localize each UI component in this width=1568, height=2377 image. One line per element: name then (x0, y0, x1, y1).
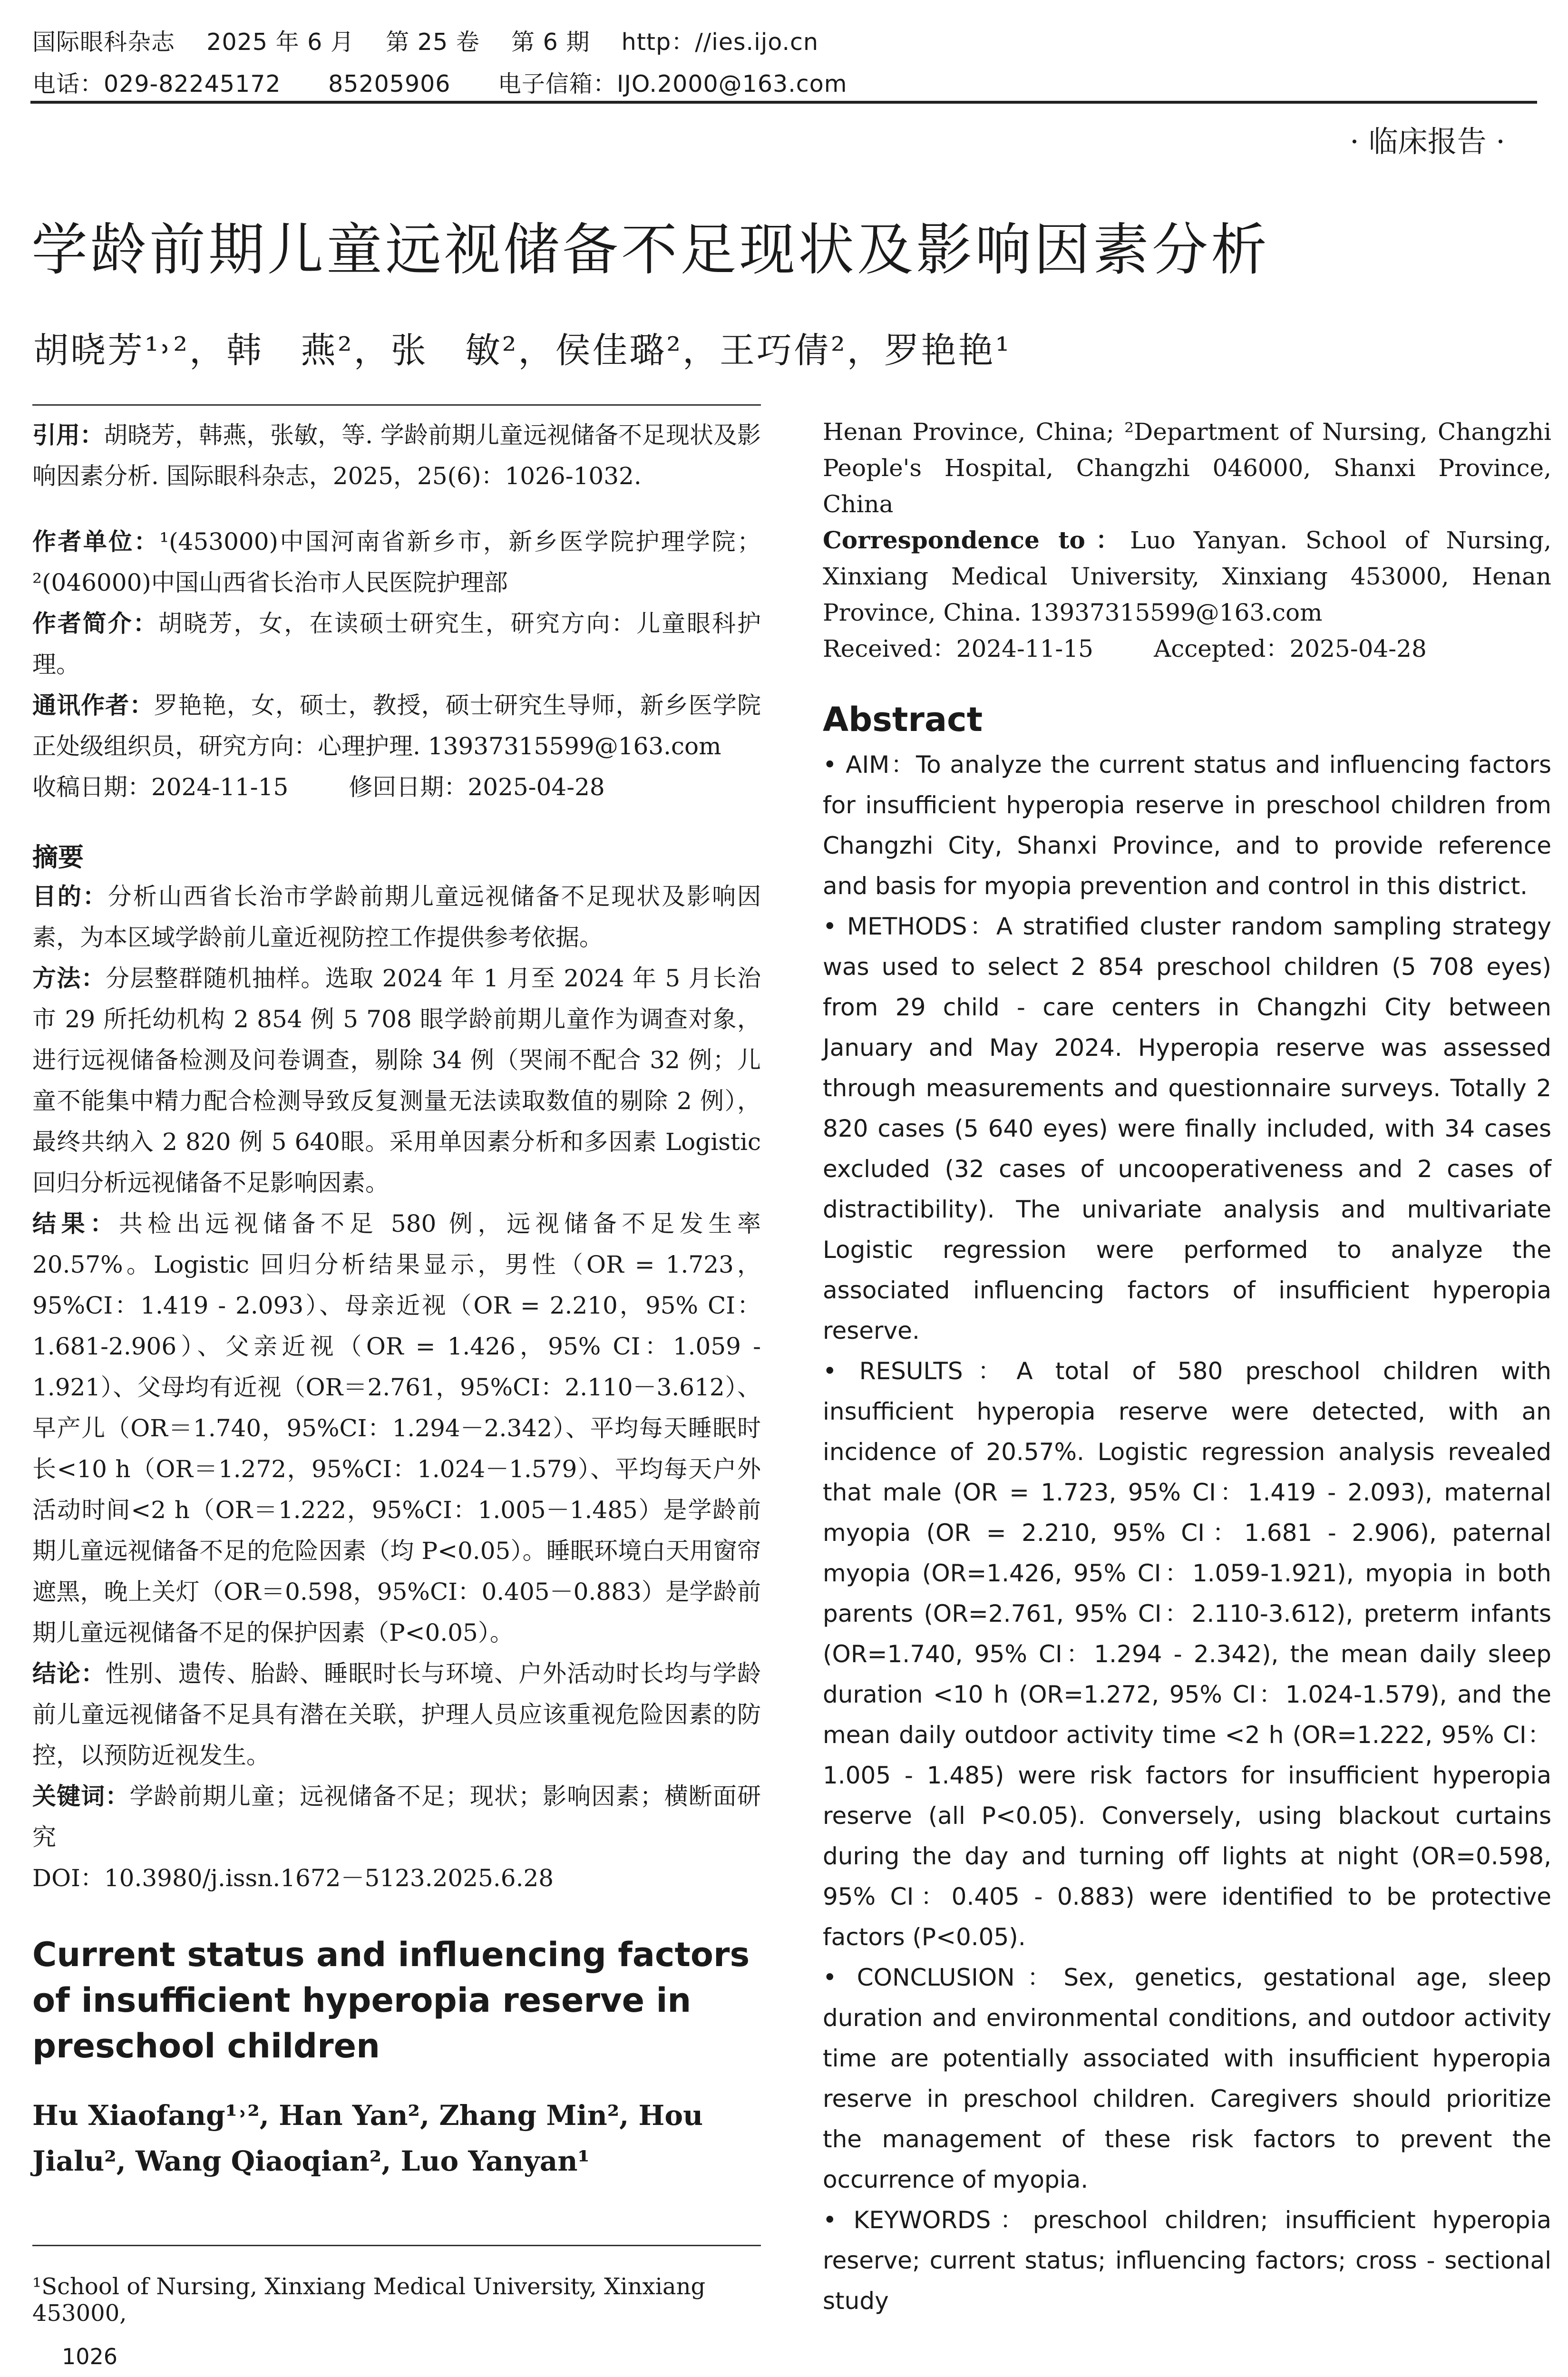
author-bio-text: 胡晓芳，女，在读硕士研究生，研究方向：儿童眼科护理。 (32, 610, 761, 678)
aim-text: 分析山西省长治市学龄前期儿童远视储备不足现状及影响因素，为本区域学龄前儿童近视防控工作提供参考依据。 (32, 883, 761, 951)
header-rule (30, 101, 1537, 104)
page-number: 1026 (62, 2344, 118, 2369)
abstract-zh-conclusion (32, 1653, 761, 1776)
author-bio-block (32, 603, 761, 685)
affiliation-block (32, 521, 761, 603)
journal-header-line2: 电话：029-82245172 85205906 电子信箱：IJO.2000@163.com (32, 70, 847, 97)
methods-text: 分层整群随机抽样。选取 2024 年 1 月至 2024 年 5 月长治市 29 所托幼机构 2 854 例 5 708 眼学龄前期儿童作为调查对象，进行远视储备检测及问卷调查，剔除 34 例（哭闹不配合 32 例；儿童不能集中精力配合检测导致反复测量无法读取数值的剔除 2 例），最终共纳入 2 820 例 5 640眼。采用单因素分析和多因素 Logistic 回归分析远视储备不足影响因素。 (32, 964, 761, 1197)
corresponding-author-block (32, 685, 761, 767)
footnote-rule (32, 2245, 761, 2246)
results-text: 共检出远视储备不足 580 例，远视储备不足发生率 20.57%。Logistic 回归分析结果显示，男性（OR = 1.723，95%CI：1.419 - 2.093）、母亲近视（OR = 2.210，95% CI：1.681-2.906）、父亲近视（OR = 1.426，95% CI：1.059 - 1.921）、父母均有近视（OR＝2.761，95%CI：2.110－3.612）、早产儿（OR＝1.740，95%CI：1.294－2.342）、平均每天睡眠时长<10 h（OR＝1.272，95%CI：1.024－1.579）、平均每天户外活动时间<2 h（OR＝1.222，95%CI：1.005－1.485）是学龄前期儿童远视储备不足的危险因素（均 P<0.05）。睡眠环境白天用窗帘遮黑，晚上关灯（OR＝0.598，95%CI：0.405－0.883）是学龄前期儿童远视储备不足的保护因素（P<0.05）。 (32, 1210, 761, 1646)
abstract-zh-aim (32, 876, 761, 958)
results-label: 结果： (32, 1209, 119, 1237)
abstract-zh-results (32, 1203, 761, 1653)
keywords-text: 学龄前期儿童；远视储备不足；现状；影响因素；横断面研究 (32, 1783, 761, 1851)
affiliation-text: ¹(453000)中国河南省新乡市，新乡医学院护理学院；²(046000)中国山西省长治市人民医院护理部 (32, 528, 761, 596)
abstract-en-keywords: • KEYWORDS：preschool children; insufficient hyperopia reserve; current status; influencing factors; cross - sectional study (823, 2206, 1551, 2315)
affiliation-label: 作者单位： (32, 527, 160, 555)
abstract-en-aim: • AIM：To analyze the current status and influencing factors for insufficient hyperopia reserve in preschool children from Changzhi City, Shanxi Province, and to provide reference and basis for myopia prevention and control in this district. (823, 751, 1551, 900)
doi: DOI：10.3980/j.issn.1672－5123.2025.6.28 (32, 1864, 554, 1892)
section-tag: · 临床报告 · (1350, 124, 1505, 159)
abstract-en-heading: Abstract (823, 700, 983, 739)
abstract-en-methods: • METHODS：A stratified cluster random sampling strategy was used to select 2 854 preschool children (5 708 eyes) from 29 child - care centers in Changzhi City between January and May 2024. Hyperopia reserve was assessed through measurements and questionnaire surveys. Totally 2 820 cases (5 640 eyes) were finally included, with 34 cases excluded (32 cases of uncooperativeness and 2 cases of distractibility). The univariate analysis and multivariate Logistic regression were performed to analyze the associated influencing factors of insufficient hyperopia reserve. (823, 913, 1551, 1344)
citation-block (32, 415, 761, 497)
left-column-rule (32, 404, 761, 406)
article-title: 学龄前期儿童远视储备不足现状及影响因素分析 (31, 217, 1270, 283)
citation-label: 引用： (32, 421, 104, 449)
abstract-zh-heading: 摘要 (32, 842, 84, 872)
conclusion-label: 结论： (32, 1659, 106, 1687)
authors-zh: 胡晓芳¹˒²，韩 燕²，张 敏²，侯佳璐²，王巧倩²，罗艳艳¹ (33, 330, 1012, 371)
received-revised-dates: 收稿日期：2024-11-15 修回日期：2025-04-28 (32, 773, 605, 801)
correspondence-label: Correspondence to： (823, 526, 1130, 554)
right-column (823, 414, 1551, 2321)
corresponding-author-label: 通讯作者： (32, 691, 154, 719)
aim-label: 目的： (32, 882, 108, 910)
english-affiliation-footnote: ¹School of Nursing, Xinxiang Medical University, Xinxiang 453000, (32, 2273, 706, 2327)
abstract-en-conclusion: • CONCLUSION：Sex, genetics, gestational age, sleep duration and environmental conditions, and outdoor activity time are potentially associated with insufficient hyperopia reserve in preschool children. Caregivers should prioritize the management of these risk factors to prevent the occurrence of myopia. (823, 1964, 1551, 2193)
keywords-label: 关键词： (32, 1782, 130, 1810)
abstract-zh-methods (32, 958, 761, 1203)
english-authors: Hu Xiaofang¹˒², Han Yan², Zhang Min², Hou Jialu², Wang Qiaoqian², Luo Yanyan¹ (32, 2099, 703, 2177)
english-affiliation-continued: Henan Province, China; ²Department of Nursing, Changzhi People's Hospital, Changzhi 046000, Shanxi Province, China (823, 418, 1551, 518)
corresponding-author-text: 罗艳艳，女，硕士，教授，硕士研究生导师，新乡医学院正处级组织员，研究方向：心理护理. 13937315599@163.com (32, 692, 761, 760)
methods-label: 方法： (32, 964, 106, 992)
author-bio-label: 作者简介： (32, 609, 158, 637)
citation-text: 胡晓芳，韩燕，张敏，等. 学龄前期儿童远视储备不足现状及影响因素分析. 国际眼科杂志，2025，25(6)：1026-1032. (32, 421, 761, 490)
correspondence-text: Luo Yanyan. School of Nursing, Xinxiang Medical University, Xinxiang 453000, Henan Province, China. 13937315599@163.com (823, 526, 1552, 626)
english-correspondence (823, 522, 1551, 631)
received-accepted-dates: Received：2024-11-15 Accepted：2025-04-28 (823, 635, 1427, 662)
left-column (32, 415, 761, 2184)
english-title: Current status and influencing factors of insufficient hyperopia reserve in preschool children (32, 1935, 750, 2065)
journal-header-line1: 国际眼科杂志 2025 年 6 月 第 25 卷 第 6 期 http：//ies.ijo.cn (32, 29, 819, 56)
abstract-en-results: • RESULTS：A total of 580 preschool children with insufficient hyperopia reserve were detected, with an incidence of 20.57%. Logistic regression analysis revealed that male (OR = 1.723, 95% CI：1.419 - 2.093), maternal myopia (OR = 2.210, 95% CI：1.681 - 2.906), paternal myopia (OR=1.426, 95% CI：1.059-1.921), myopia in both parents (OR=2.761, 95% CI：2.110-3.612), preterm infants (OR=1.740, 95% CI：1.294 - 2.342), the mean daily sleep duration <10 h (OR=1.272, 95% CI：1.024-1.579), and the mean daily outdoor activity time <2 h (OR=1.222, 95% CI：1.005 - 1.485) were risk factors for insufficient hyperopia reserve (all P<0.05). Conversely, using blackout curtains during the day and turning off lights at night (OR=0.598, 95% CI：0.405 - 0.883) were identified to be protective factors (P<0.05). (823, 1357, 1551, 1951)
keywords-zh (32, 1776, 761, 1858)
conclusion-text: 性别、遗传、胎龄、睡眠时长与环境、户外活动时长均与学龄前儿童远视储备不足具有潜在关联，护理人员应该重视危险因素的防控，以预防近视发生。 (32, 1660, 761, 1769)
